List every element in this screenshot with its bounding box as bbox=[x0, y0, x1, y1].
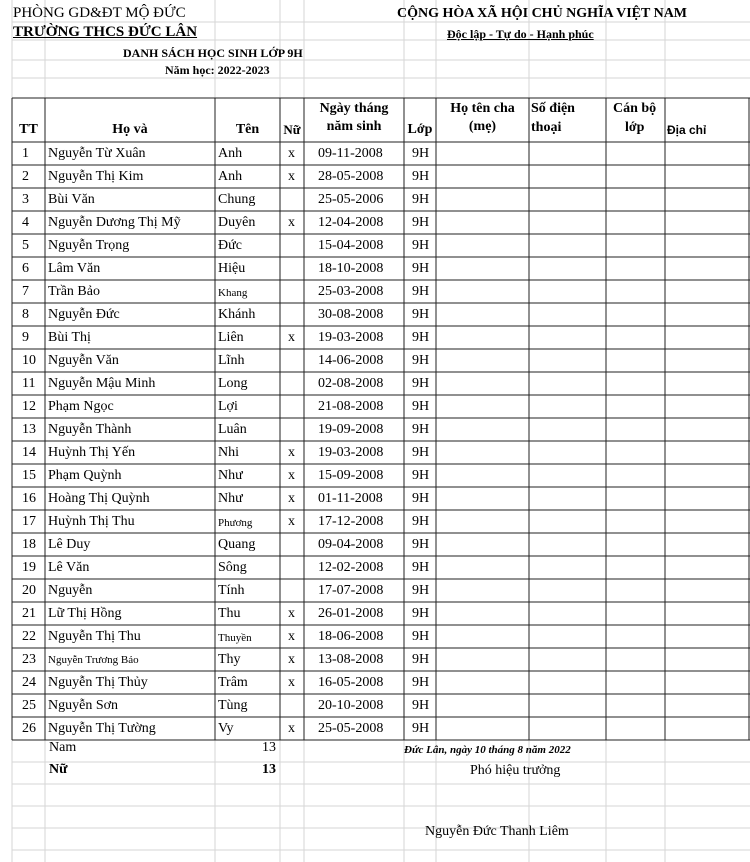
row-dob: 30-08-2008 bbox=[318, 307, 384, 322]
row-dob: 21-08-2008 bbox=[318, 399, 384, 414]
row-dob: 19-03-2008 bbox=[318, 330, 384, 345]
row-lop: 9H bbox=[412, 307, 430, 322]
row-tt: 15 bbox=[22, 468, 36, 483]
row-ho: Bùi Văn bbox=[48, 192, 95, 207]
row-dob: 17-12-2008 bbox=[318, 514, 384, 529]
row-ten: Luân bbox=[218, 422, 247, 437]
row-tt: 19 bbox=[22, 560, 36, 575]
row-dob: 19-09-2008 bbox=[318, 422, 384, 437]
row-tt: 18 bbox=[22, 537, 36, 552]
row-ho: Nguyễn Thị Tường bbox=[48, 721, 156, 736]
row-nu: x bbox=[288, 445, 295, 460]
row-dob: 25-03-2008 bbox=[318, 284, 384, 299]
row-ho: Hoàng Thị Quỳnh bbox=[48, 491, 150, 506]
summary-nu-count: 13 bbox=[262, 762, 276, 777]
row-ten: Như bbox=[218, 491, 243, 506]
row-dob: 12-02-2008 bbox=[318, 560, 384, 575]
row-lop: 9H bbox=[412, 652, 430, 667]
school-year: Năm học: 2022-2023 bbox=[165, 63, 270, 77]
row-ten: Lĩnh bbox=[218, 353, 245, 368]
summary-nam-count: 13 bbox=[262, 740, 276, 755]
row-tt: 20 bbox=[22, 583, 36, 598]
row-tt: 3 bbox=[22, 192, 29, 207]
row-ten: Thuyền bbox=[218, 632, 252, 644]
row-dob: 16-05-2008 bbox=[318, 675, 384, 690]
column-header-ho: Họ và bbox=[112, 122, 148, 137]
row-ten: Hiệu bbox=[218, 261, 246, 276]
row-tt: 7 bbox=[22, 284, 29, 299]
row-ten: Tính bbox=[218, 583, 245, 598]
row-dob: 18-06-2008 bbox=[318, 629, 384, 644]
row-lop: 9H bbox=[412, 629, 430, 644]
row-ho: Lê Văn bbox=[48, 560, 90, 575]
row-ten: Đức bbox=[218, 238, 242, 253]
row-tt: 17 bbox=[22, 514, 36, 529]
row-tt: 23 bbox=[22, 652, 36, 667]
row-lop: 9H bbox=[412, 514, 430, 529]
column-header-parent-line1: Họ tên cha bbox=[450, 101, 515, 116]
row-tt: 14 bbox=[22, 445, 36, 460]
row-tt: 6 bbox=[22, 261, 29, 276]
row-ho: Nguyễn Trương Bảo bbox=[48, 654, 139, 666]
row-ho: Huỳnh Thị Thu bbox=[48, 514, 135, 529]
row-lop: 9H bbox=[412, 146, 430, 161]
row-lop: 9H bbox=[412, 169, 430, 184]
row-tt: 24 bbox=[22, 675, 36, 690]
row-lop: 9H bbox=[412, 238, 430, 253]
row-dob: 25-05-2006 bbox=[318, 192, 384, 207]
row-lop: 9H bbox=[412, 215, 430, 230]
row-tt: 13 bbox=[22, 422, 36, 437]
row-dob: 19-03-2008 bbox=[318, 445, 384, 460]
row-lop: 9H bbox=[412, 330, 430, 345]
row-ten: Nhi bbox=[218, 445, 239, 460]
row-ho: Bùi Thị bbox=[48, 330, 91, 345]
row-ten: Khánh bbox=[218, 307, 256, 322]
column-header-address: Địa chỉ bbox=[667, 123, 707, 137]
row-ho: Lê Duy bbox=[48, 537, 91, 552]
row-nu: x bbox=[288, 468, 295, 483]
row-ho: Nguyễn Từ Xuân bbox=[48, 146, 146, 161]
row-lop: 9H bbox=[412, 560, 430, 575]
row-lop: 9H bbox=[412, 376, 430, 391]
column-header-cadre-line2: lớp bbox=[625, 120, 645, 135]
row-lop: 9H bbox=[412, 721, 430, 736]
row-tt: 11 bbox=[22, 376, 36, 391]
row-ho: Nguyễn Dương Thị Mỹ bbox=[48, 215, 181, 230]
row-ho: Nguyễn Thị Thủy bbox=[48, 675, 148, 690]
row-ho: Nguyễn Thị Thu bbox=[48, 629, 141, 644]
list-title: DANH SÁCH HỌC SINH LỚP 9H bbox=[123, 46, 303, 60]
row-dob: 28-05-2008 bbox=[318, 169, 384, 184]
department-name: PHÒNG GD&ĐT MỘ ĐỨC bbox=[13, 5, 186, 21]
row-dob: 25-05-2008 bbox=[318, 721, 384, 736]
row-ten: Thu bbox=[218, 606, 241, 621]
row-lop: 9H bbox=[412, 353, 430, 368]
country-motto: Độc lập - Tự do - Hạnh phúc bbox=[447, 27, 594, 41]
row-ten: Sông bbox=[218, 560, 247, 575]
row-ho: Nguyễn Thành bbox=[48, 422, 132, 437]
row-tt: 1 bbox=[22, 146, 29, 161]
row-nu: x bbox=[288, 652, 295, 667]
row-ten: Thy bbox=[218, 652, 241, 667]
row-lop: 9H bbox=[412, 399, 430, 414]
row-ten: Như bbox=[218, 468, 243, 483]
row-ho: Lâm Văn bbox=[48, 261, 101, 276]
row-tt: 5 bbox=[22, 238, 29, 253]
row-dob: 09-11-2008 bbox=[318, 146, 383, 161]
row-ten: Tùng bbox=[218, 698, 248, 713]
row-nu: x bbox=[288, 629, 295, 644]
row-ten: Lợi bbox=[218, 399, 238, 414]
row-nu: x bbox=[288, 675, 295, 690]
row-dob: 15-09-2008 bbox=[318, 468, 384, 483]
row-lop: 9H bbox=[412, 537, 430, 552]
row-lop: 9H bbox=[412, 445, 430, 460]
column-header-nu: Nữ bbox=[283, 122, 301, 137]
row-tt: 12 bbox=[22, 399, 36, 414]
row-lop: 9H bbox=[412, 261, 430, 276]
row-lop: 9H bbox=[412, 675, 430, 690]
row-lop: 9H bbox=[412, 284, 430, 299]
row-lop: 9H bbox=[412, 698, 430, 713]
row-ho: Phạm Quỳnh bbox=[48, 468, 122, 483]
column-header-lop: Lớp bbox=[407, 122, 433, 137]
row-ten: Chung bbox=[218, 192, 256, 207]
column-header-dob-line2: năm sinh bbox=[326, 119, 382, 134]
row-lop: 9H bbox=[412, 192, 430, 207]
row-ten: Vy bbox=[218, 721, 234, 736]
row-dob: 17-07-2008 bbox=[318, 583, 384, 598]
summary-nam-label: Nam bbox=[49, 740, 77, 755]
place-and-date: Đức Lân, ngày 10 tháng 8 năm 2022 bbox=[404, 744, 571, 756]
row-nu: x bbox=[288, 514, 295, 529]
row-nu: x bbox=[288, 215, 295, 230]
country-name: CỘNG HÒA XÃ HỘI CHỦ NGHĨA VIỆT NAM bbox=[397, 6, 688, 21]
row-tt: 16 bbox=[22, 491, 36, 506]
row-dob: 12-04-2008 bbox=[318, 215, 384, 230]
row-nu: x bbox=[288, 146, 295, 161]
row-ho: Lữ Thị Hồng bbox=[48, 606, 122, 621]
row-ten: Duyên bbox=[218, 215, 256, 230]
row-nu: x bbox=[288, 169, 295, 184]
row-tt: 4 bbox=[22, 215, 29, 230]
column-header-phone-line2: thoại bbox=[531, 120, 562, 135]
row-nu: x bbox=[288, 491, 295, 506]
column-header-cadre-line1: Cán bộ bbox=[613, 101, 657, 116]
summary-nu-label: Nữ bbox=[49, 762, 68, 777]
row-tt: 21 bbox=[22, 606, 36, 621]
row-nu: x bbox=[288, 606, 295, 621]
row-tt: 2 bbox=[22, 169, 29, 184]
signer-role: Phó hiệu trưởng bbox=[470, 763, 561, 778]
row-dob: 13-08-2008 bbox=[318, 652, 384, 667]
row-tt: 10 bbox=[22, 353, 36, 368]
row-dob: 15-04-2008 bbox=[318, 238, 384, 253]
row-lop: 9H bbox=[412, 468, 430, 483]
school-name: TRƯỜNG THCS ĐỨC LÂN bbox=[13, 24, 198, 40]
row-ho: Trần Bảo bbox=[48, 284, 100, 299]
row-ten: Quang bbox=[218, 537, 256, 552]
column-header-tt: TT bbox=[19, 122, 38, 137]
row-tt: 8 bbox=[22, 307, 29, 322]
row-ten: Khang bbox=[218, 287, 248, 299]
column-header-dob-line1: Ngày tháng bbox=[319, 101, 389, 116]
row-nu: x bbox=[288, 330, 295, 345]
row-lop: 9H bbox=[412, 422, 430, 437]
row-nu: x bbox=[288, 721, 295, 736]
row-ho: Nguyễn Mậu Minh bbox=[48, 376, 156, 391]
row-tt: 22 bbox=[22, 629, 36, 644]
signer-name: Nguyễn Đức Thanh Liêm bbox=[425, 824, 569, 839]
row-dob: 18-10-2008 bbox=[318, 261, 384, 276]
row-tt: 25 bbox=[22, 698, 36, 713]
column-header-phone-line1: Số điện bbox=[531, 101, 575, 116]
row-lop: 9H bbox=[412, 606, 430, 621]
row-ten: Anh bbox=[218, 146, 243, 161]
row-tt: 26 bbox=[22, 721, 36, 736]
row-ho: Nguyễn bbox=[48, 583, 93, 598]
row-ten: Anh bbox=[218, 169, 243, 184]
row-ho: Huỳnh Thị Yến bbox=[48, 445, 136, 460]
row-ten: Phương bbox=[218, 517, 253, 529]
row-tt: 9 bbox=[22, 330, 29, 345]
row-ho: Nguyễn Trọng bbox=[48, 238, 130, 253]
row-ho: Phạm Ngọc bbox=[48, 399, 114, 414]
row-ten: Liên bbox=[218, 330, 244, 345]
row-lop: 9H bbox=[412, 583, 430, 598]
row-ho: Nguyễn Văn bbox=[48, 353, 119, 368]
row-dob: 09-04-2008 bbox=[318, 537, 384, 552]
row-dob: 26-01-2008 bbox=[318, 606, 384, 621]
row-dob: 14-06-2008 bbox=[318, 353, 384, 368]
column-header-parent-line2: (mẹ) bbox=[468, 119, 497, 134]
row-lop: 9H bbox=[412, 491, 430, 506]
column-header-ten: Tên bbox=[235, 122, 260, 137]
row-dob: 20-10-2008 bbox=[318, 698, 384, 713]
row-ten: Long bbox=[218, 376, 248, 391]
row-dob: 01-11-2008 bbox=[318, 491, 383, 506]
row-ho: Nguyễn Thị Kim bbox=[48, 169, 144, 184]
row-ho: Nguyễn Sơn bbox=[48, 698, 119, 713]
row-ten: Trâm bbox=[218, 675, 248, 690]
row-dob: 02-08-2008 bbox=[318, 376, 384, 391]
row-ho: Nguyễn Đức bbox=[48, 307, 120, 322]
